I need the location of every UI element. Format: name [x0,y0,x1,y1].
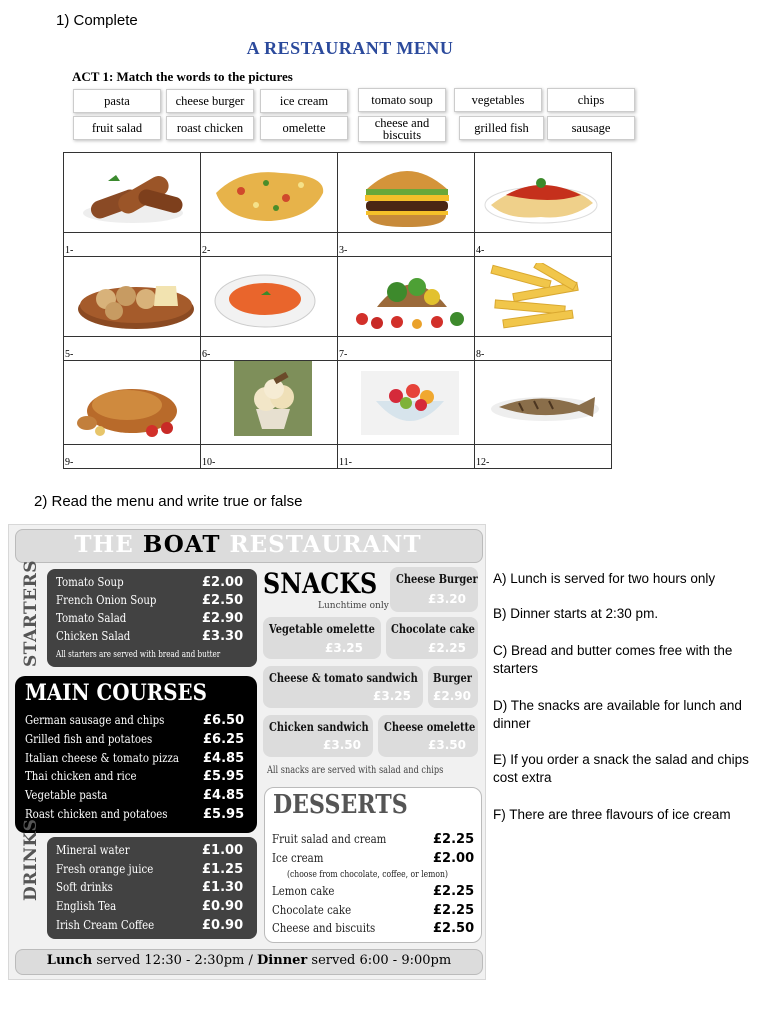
snacks-note: All snacks are served with salad and chips [267,765,444,776]
lunch-label: Lunch [46,953,93,968]
snacks-title: SNACKS [263,567,378,600]
question: E) If you order a snack the salad and chips cost extra [493,752,749,785]
picture-cell [201,153,338,233]
restaurant-name-the: THE [74,531,134,558]
starters-note: All starters are served with bread and butter [56,650,221,660]
menu-item: Mineral water [56,843,130,857]
picture-cell [338,153,475,233]
picture-number: 3- [338,233,475,257]
ice-cream-note: (choose from chocolate, coffee, or lemon) [287,870,448,880]
menu-price: £2.00 [433,851,475,866]
menu-item: Roast chicken and potatoes [25,807,168,821]
question: C) Bread and butter comes free with the starters [493,643,733,676]
menu-item: Irish Cream Coffee [56,918,155,932]
picture-number: 10- [201,445,338,469]
menu-price: £2.25 [433,884,475,899]
picture-cell [338,361,475,445]
menu-item: Fresh orange juice [56,862,154,876]
snack-name: Cheese & tomato sandwich [269,671,418,685]
menu-price: £6.25 [203,732,245,747]
menu-item: Chicken Salad [56,629,131,643]
drinks-label: DRINKS [21,818,41,901]
word-card: omelette [260,116,348,140]
menu-price: £4.85 [203,788,245,803]
fruit-salad-icon [361,371,459,435]
menu-price: £5.95 [203,807,245,822]
word-card: fruit salad [73,116,161,140]
snack-price: £3.20 [428,592,466,606]
menu-item: Tomato Salad [56,611,127,625]
question: F) There are three flavours of ice cream [493,807,731,822]
menu-price: £2.25 [433,903,475,918]
word-card: ice cream [260,89,348,113]
snack-price: £2.25 [428,641,466,655]
drinks-panel [47,837,257,939]
word-card: vegetables [454,88,542,112]
snack-name: Cheese omelette [384,720,476,734]
activity-1-instruction: ACT 1: Match the words to the pictures [72,69,293,84]
picture-number: 2- [201,233,338,257]
pasta-icon [481,165,601,227]
word-card: roast chicken [166,116,254,140]
lunch-time: served 12:30 - 2:30pm / [92,953,258,968]
word-card: tomato soup [358,88,446,112]
roast-chicken-icon [72,373,197,439]
picture-cell [201,257,338,337]
snack-box [378,715,478,757]
snack-name: Vegetable omelette [269,622,375,636]
menu-item: Ice cream [272,851,324,865]
dinner-time: served 6:00 - 9:00pm [307,953,452,968]
snack-box [263,617,381,659]
picture-cell [475,153,612,233]
main-courses-title: MAIN COURSES [25,680,207,706]
picture-number: 1- [64,233,201,257]
question: A) Lunch is served for two hours only [493,571,716,586]
menu-price: £2.90 [202,611,244,626]
menu-price: £1.25 [202,862,244,877]
menu-item: Thai chicken and rice [25,769,137,783]
picture-cell [64,361,201,445]
picture-number: 8- [475,337,612,361]
service-hours [15,953,483,968]
picture-number: 7- [338,337,475,361]
starters-label: STARTERS [21,559,41,667]
snack-name: Burger [433,671,472,685]
menu-price: £2.50 [433,921,475,936]
menu-item: Chocolate cake [272,903,352,917]
picture-number: 6- [201,337,338,361]
menu-item: French Onion Soup [56,593,157,607]
picture-number: 4- [475,233,612,257]
menu-item: Cheese and biscuits [272,921,376,935]
picture-cell [475,361,612,445]
word-card: cheese and biscuits [358,116,446,142]
section-2-heading: 2) Read the menu and write true or false [34,493,303,510]
menu-item: Fruit salad and cream [272,832,387,846]
snack-price: £3.50 [323,738,361,752]
menu-price: £0.90 [202,918,244,933]
picture-number: 12- [475,445,612,469]
picture-cell [338,257,475,337]
word-card: chips [547,88,635,112]
snack-box [390,567,478,612]
menu-item: English Tea [56,899,117,913]
picture-cell [64,153,201,233]
snack-price: £2.90 [433,689,471,703]
desserts-panel [264,787,482,943]
menu-price: £2.25 [433,832,475,847]
starters-panel [47,569,257,667]
menu-price: £3.30 [202,629,244,644]
dinner-label: Dinner [257,953,308,968]
section-1-heading: 1) Complete [56,12,138,29]
menu-item: Grilled fish and potatoes [25,732,153,746]
cheese-and-biscuits-icon [76,271,196,333]
snack-name: Cheese Burger [396,572,478,586]
omelette-icon [211,163,331,228]
restaurant-name [9,531,487,558]
picture-cell [475,257,612,337]
menu-item: Soft drinks [56,880,113,894]
snack-box [386,617,478,659]
grilled-fish-icon [489,389,601,423]
snack-box [263,715,373,757]
menu-price: £0.90 [202,899,244,914]
menu-price: £2.50 [202,593,244,608]
menu-price: £1.00 [202,843,244,858]
menu-item: Italian cheese & tomato pizza [25,751,179,765]
menu-price: £5.95 [203,769,245,784]
menu-price: £4.85 [203,751,245,766]
snack-box [263,666,423,708]
menu-price: £6.50 [203,713,245,728]
main-courses-panel [15,676,257,833]
picture-number: 11- [338,445,475,469]
question: B) Dinner starts at 2:30 pm. [493,606,659,621]
ice-cream-icon [234,361,312,436]
restaurant-menu [8,524,486,980]
menu-price: £1.30 [202,880,244,895]
cheese-burger-icon [362,161,452,231]
desserts-title: DESSERTS [273,790,408,820]
menu-price: £2.00 [202,575,244,590]
restaurant-name-restaurant: RESTAURANT [229,531,422,558]
snacks-subtitle: Lunchtime only [318,601,389,611]
snack-name: Chicken sandwich [269,720,369,734]
menu-item: Vegetable pasta [25,788,108,802]
word-card: grilled fish [459,116,544,140]
restaurant-name-boat: BOAT [142,531,221,558]
word-card: sausage [547,116,635,140]
snack-name: Chocolate cake [391,622,475,636]
picture-table [63,152,612,469]
snack-price: £3.25 [373,689,411,703]
picture-number: 9- [64,445,201,469]
tomato-soup-icon [213,271,318,333]
menu-item: Tomato Soup [56,575,124,589]
chips-icon [483,263,587,331]
menu-item: German sausage and chips [25,713,165,727]
word-card: cheese burger [166,89,254,113]
picture-cell [201,361,338,445]
sausage-icon [78,163,188,228]
question: D) The snacks are available for lunch and dinner [493,698,742,731]
snack-price: £3.50 [428,738,466,752]
word-card: pasta [73,89,161,113]
picture-number: 5- [64,337,201,361]
menu-item: Lemon cake [272,884,335,898]
page-title: A RESTAURANT MENU [246,38,454,58]
picture-cell [64,257,201,337]
vegetables-icon [352,267,472,335]
snack-box [428,666,478,708]
snack-price: £3.25 [325,641,363,655]
